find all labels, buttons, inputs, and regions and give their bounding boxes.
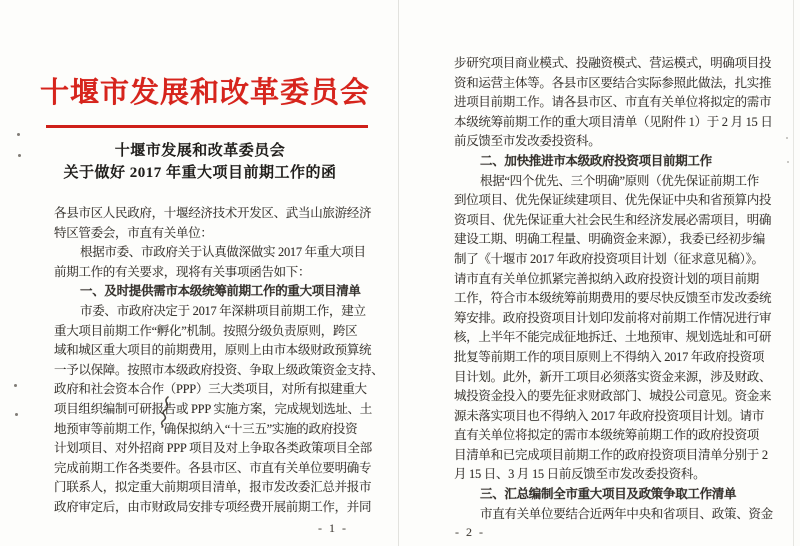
- scan-artifact-dot: [18, 154, 21, 157]
- text-line: 项目组织编制可研报告或 PPP 实施方案，完成规划选址、土: [54, 401, 372, 416]
- text-line: 步研究项目商业模式、投融资模式、营运模式，明确项目投: [454, 56, 772, 70]
- section-heading: 二、加快推进市本级政府投资项目前期工作: [480, 153, 712, 168]
- text-line: 根据“四个优先、三个明确”原则（优先保证前期工作: [480, 173, 759, 188]
- section-heading: 三、汇总编制全市重大项目及政策争取工作清单: [480, 487, 737, 502]
- scan-edge-line: [793, 0, 794, 546]
- text-line: 计划项目、对外招商 PPP 项目及对上争取各类政策项目全部: [54, 441, 372, 456]
- text-line: 目计划。此外，新开工项目必须落实资金来源，涉及财政、: [454, 369, 772, 384]
- scan-artifact-dot: [14, 384, 17, 387]
- text-line: 特区管委会，市直有关单位：: [54, 225, 213, 240]
- scan-artifact-dot: [17, 133, 20, 136]
- scan-artifact-dot: [15, 413, 18, 416]
- text-line: 制了《十堰市 2017 年政府投资项目计划（征求意见稿）》。: [454, 251, 764, 266]
- text-line: 根据市委、市政府关于认真做深做实 2017 年重大项目: [80, 245, 366, 260]
- text-line: 政府和社会资本合作（PPP）三大类项目，对所有拟建重大: [54, 382, 367, 397]
- text-line: 各县市区人民政府，十堰经济技术开发区、武当山旅游经济: [54, 206, 372, 220]
- text-line: 工作，符合市本级统筹前期费用的要尽快反馈至市发改委统: [454, 291, 772, 306]
- page-number-1: - 1 -: [318, 521, 348, 535]
- text-line: 筹安排。政府投资项目计划印发前将对前期工作情况进行审: [454, 310, 772, 325]
- text-line: 前期工作的有关要求，现将有关事项函告如下：: [54, 264, 311, 279]
- document-subject: [40, 140, 360, 184]
- text-line: 目清单和已完成项目前期工作的政府投资项目清单分别于 2: [454, 447, 768, 462]
- page-2-body: [454, 54, 773, 524]
- text-line: 批复等前期工作的项目原则上不得纳入 2017 年政府投资项: [454, 349, 765, 364]
- text-line: 建设工期、明确工程量、明确资金来源），我委已经初步编: [454, 232, 765, 247]
- text-line: 域和城区重大项目的前期费用，原则上由市本级财政预算统: [54, 343, 372, 358]
- scan-artifact-dot: [787, 161, 789, 163]
- subject-line-2: 关于做好 2017 年重大项目前期工作的函: [63, 165, 337, 181]
- text-line: 重大项目前期工作“孵化”机制。按照分级负责原则，跨区: [54, 323, 358, 338]
- text-line: 月 15 日、3 月 15 日前反馈至市发改委投资科。: [454, 467, 706, 482]
- text-line: 一予以保障。按照市本级政府投资、争取上级政策资金支持、: [54, 362, 384, 377]
- page-2: [399, 0, 800, 546]
- page-number-2: - 2 -: [455, 525, 485, 539]
- text-line: 政府审定后，由市财政局安排专项经费开展前期工作，并同: [54, 499, 372, 514]
- text-line: 完成前期工作各类要件。各县市区、市直有关单位要明确专: [54, 460, 372, 475]
- text-line: 本级统筹前期工作的重大项目清单（见附件 1）于 2 月 15 日: [454, 114, 773, 129]
- text-line: 请市直有关单位抓紧完善拟纳入政府投资计划的项目前期: [454, 271, 760, 286]
- page-1-body: [54, 204, 384, 518]
- text-line: 到位项目、优先保证续建项目、优先保证中央和省预算内投: [454, 193, 772, 208]
- subject-line-1: 十堰市发展和改革委员会: [114, 143, 286, 159]
- text-line: 源未落实项目也不得纳入 2017 年政府投资项目计划。请市: [454, 408, 765, 423]
- text-line: 直有关单位将拟定的需市本级统筹前期工作的政府投资项: [454, 428, 760, 443]
- section-heading: 一、及时提供需市本级统筹前期工作的重大项目清单: [80, 284, 361, 299]
- text-line: 市直有关单位要结合近两年中央和省项目、政策、资金: [480, 506, 773, 521]
- letterhead-rule: [46, 125, 368, 128]
- text-line: 进项目前期工作。请各县市区、市直有关单位将拟定的需市: [454, 95, 772, 110]
- text-line: 地预审等前期工作，确保拟纳入“十三五”实施的政府投资: [54, 421, 358, 436]
- text-line: 前反馈至市发改委投资科。: [454, 134, 601, 149]
- text-line: 市委、市政府决定于 2017 年深耕项目前期工作，建立: [80, 303, 366, 318]
- scan-artifact-dot: [786, 137, 788, 139]
- text-line: 核，上半年不能完成征地拆迁、土地预审、规划选址和可研: [454, 330, 772, 345]
- letterhead-title: 十堰市发展和改革委员会: [40, 77, 371, 109]
- text-line: 城投资金投入的要先征求财政部门、城投公司意见。资金来: [454, 389, 772, 404]
- text-line: 资项目、优先保证重大社会民生和经济发展必需项目，明确: [454, 212, 772, 227]
- page-1: [0, 0, 398, 546]
- text-line: 资和运营主体等。各县市区要结合实际参照此做法，扎实推: [454, 75, 772, 90]
- text-line: 门联系人，拟定重大前期项目清单，报市发改委汇总并报市: [54, 480, 372, 495]
